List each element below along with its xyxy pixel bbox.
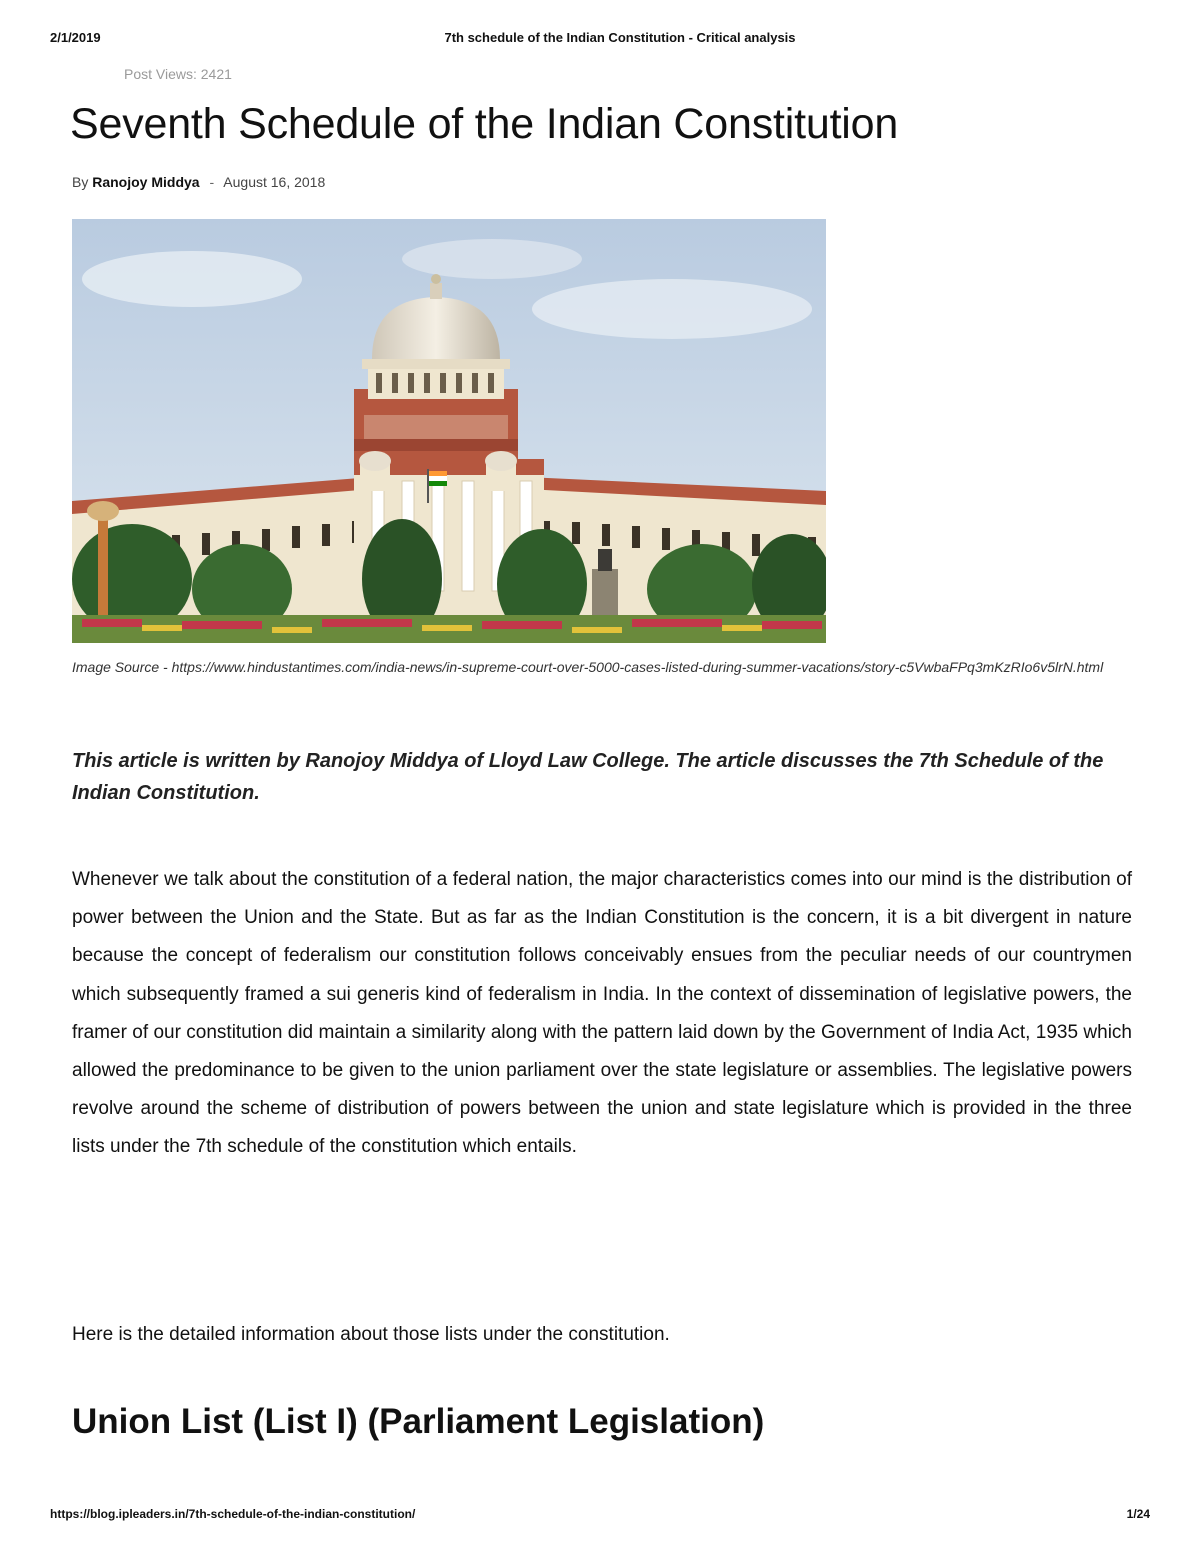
print-date: 2/1/2019 (50, 30, 101, 45)
byline (72, 174, 325, 190)
supreme-court-illustration (72, 219, 826, 643)
article-paragraph: Whenever we talk about the constitution of a federal nation, the major characteristics comes into our mind is the distribution of power between the Union and the State. But as far as the Indian Constitution is the concern, it is a bit divergent in nature because the concept of federalism our constitution follows conceivably ensues from the peculiar needs of our countrymen which subsequently framed a sui generis kind of federalism in India. In the context of dissemination of legislative powers, the framer of our constitution did maintain a similarity along with the pattern laid down by the Government of India Act, 1935 which allowed the predominance to be given to the union parliament over the state legislature or assemblies. The legislative powers revolve around the scheme of distribution of powers between the union and state legislature which is provided in the three lists under the 7th schedule of the constitution which entails. (72, 869, 1132, 1158)
post-views: Post Views: 2421 (124, 66, 232, 82)
byline-separator: - (209, 174, 215, 190)
page-title: Seventh Schedule of the Indian Constitution (70, 100, 899, 148)
article-intro: This article is written by Ranojoy Middya of Lloyd Law College. The article discusses the 7th Schedule of the Indian Constitution. (72, 750, 1104, 804)
article-paragraph: Here is the detailed information about those lists under the constitution. (72, 1324, 670, 1345)
print-footer (50, 1507, 1150, 1527)
image-caption: Image Source - https://www.hindustantimes.com/india-news/in-supreme-court-over-5000-cases-listed-during-summer-vacations/story-c5VwbaFPq3mKzRIo6v5lrN.html (72, 659, 1104, 675)
print-url: https://blog.ipleaders.in/7th-schedule-of-the-indian-constitution/ (50, 1507, 416, 1521)
byline-prefix: By (72, 174, 89, 190)
print-doc-title: 7th schedule of the Indian Constitution - Critical analysis (444, 30, 796, 45)
page-number: 1/24 (1126, 1507, 1150, 1521)
section-heading: Union List (List I) (Parliament Legislation) (72, 1402, 765, 1441)
publish-date: August 16, 2018 (223, 174, 326, 190)
hero-image (72, 219, 826, 643)
print-header (50, 30, 1150, 50)
author-link[interactable]: Ranojoy Middya (92, 174, 200, 190)
